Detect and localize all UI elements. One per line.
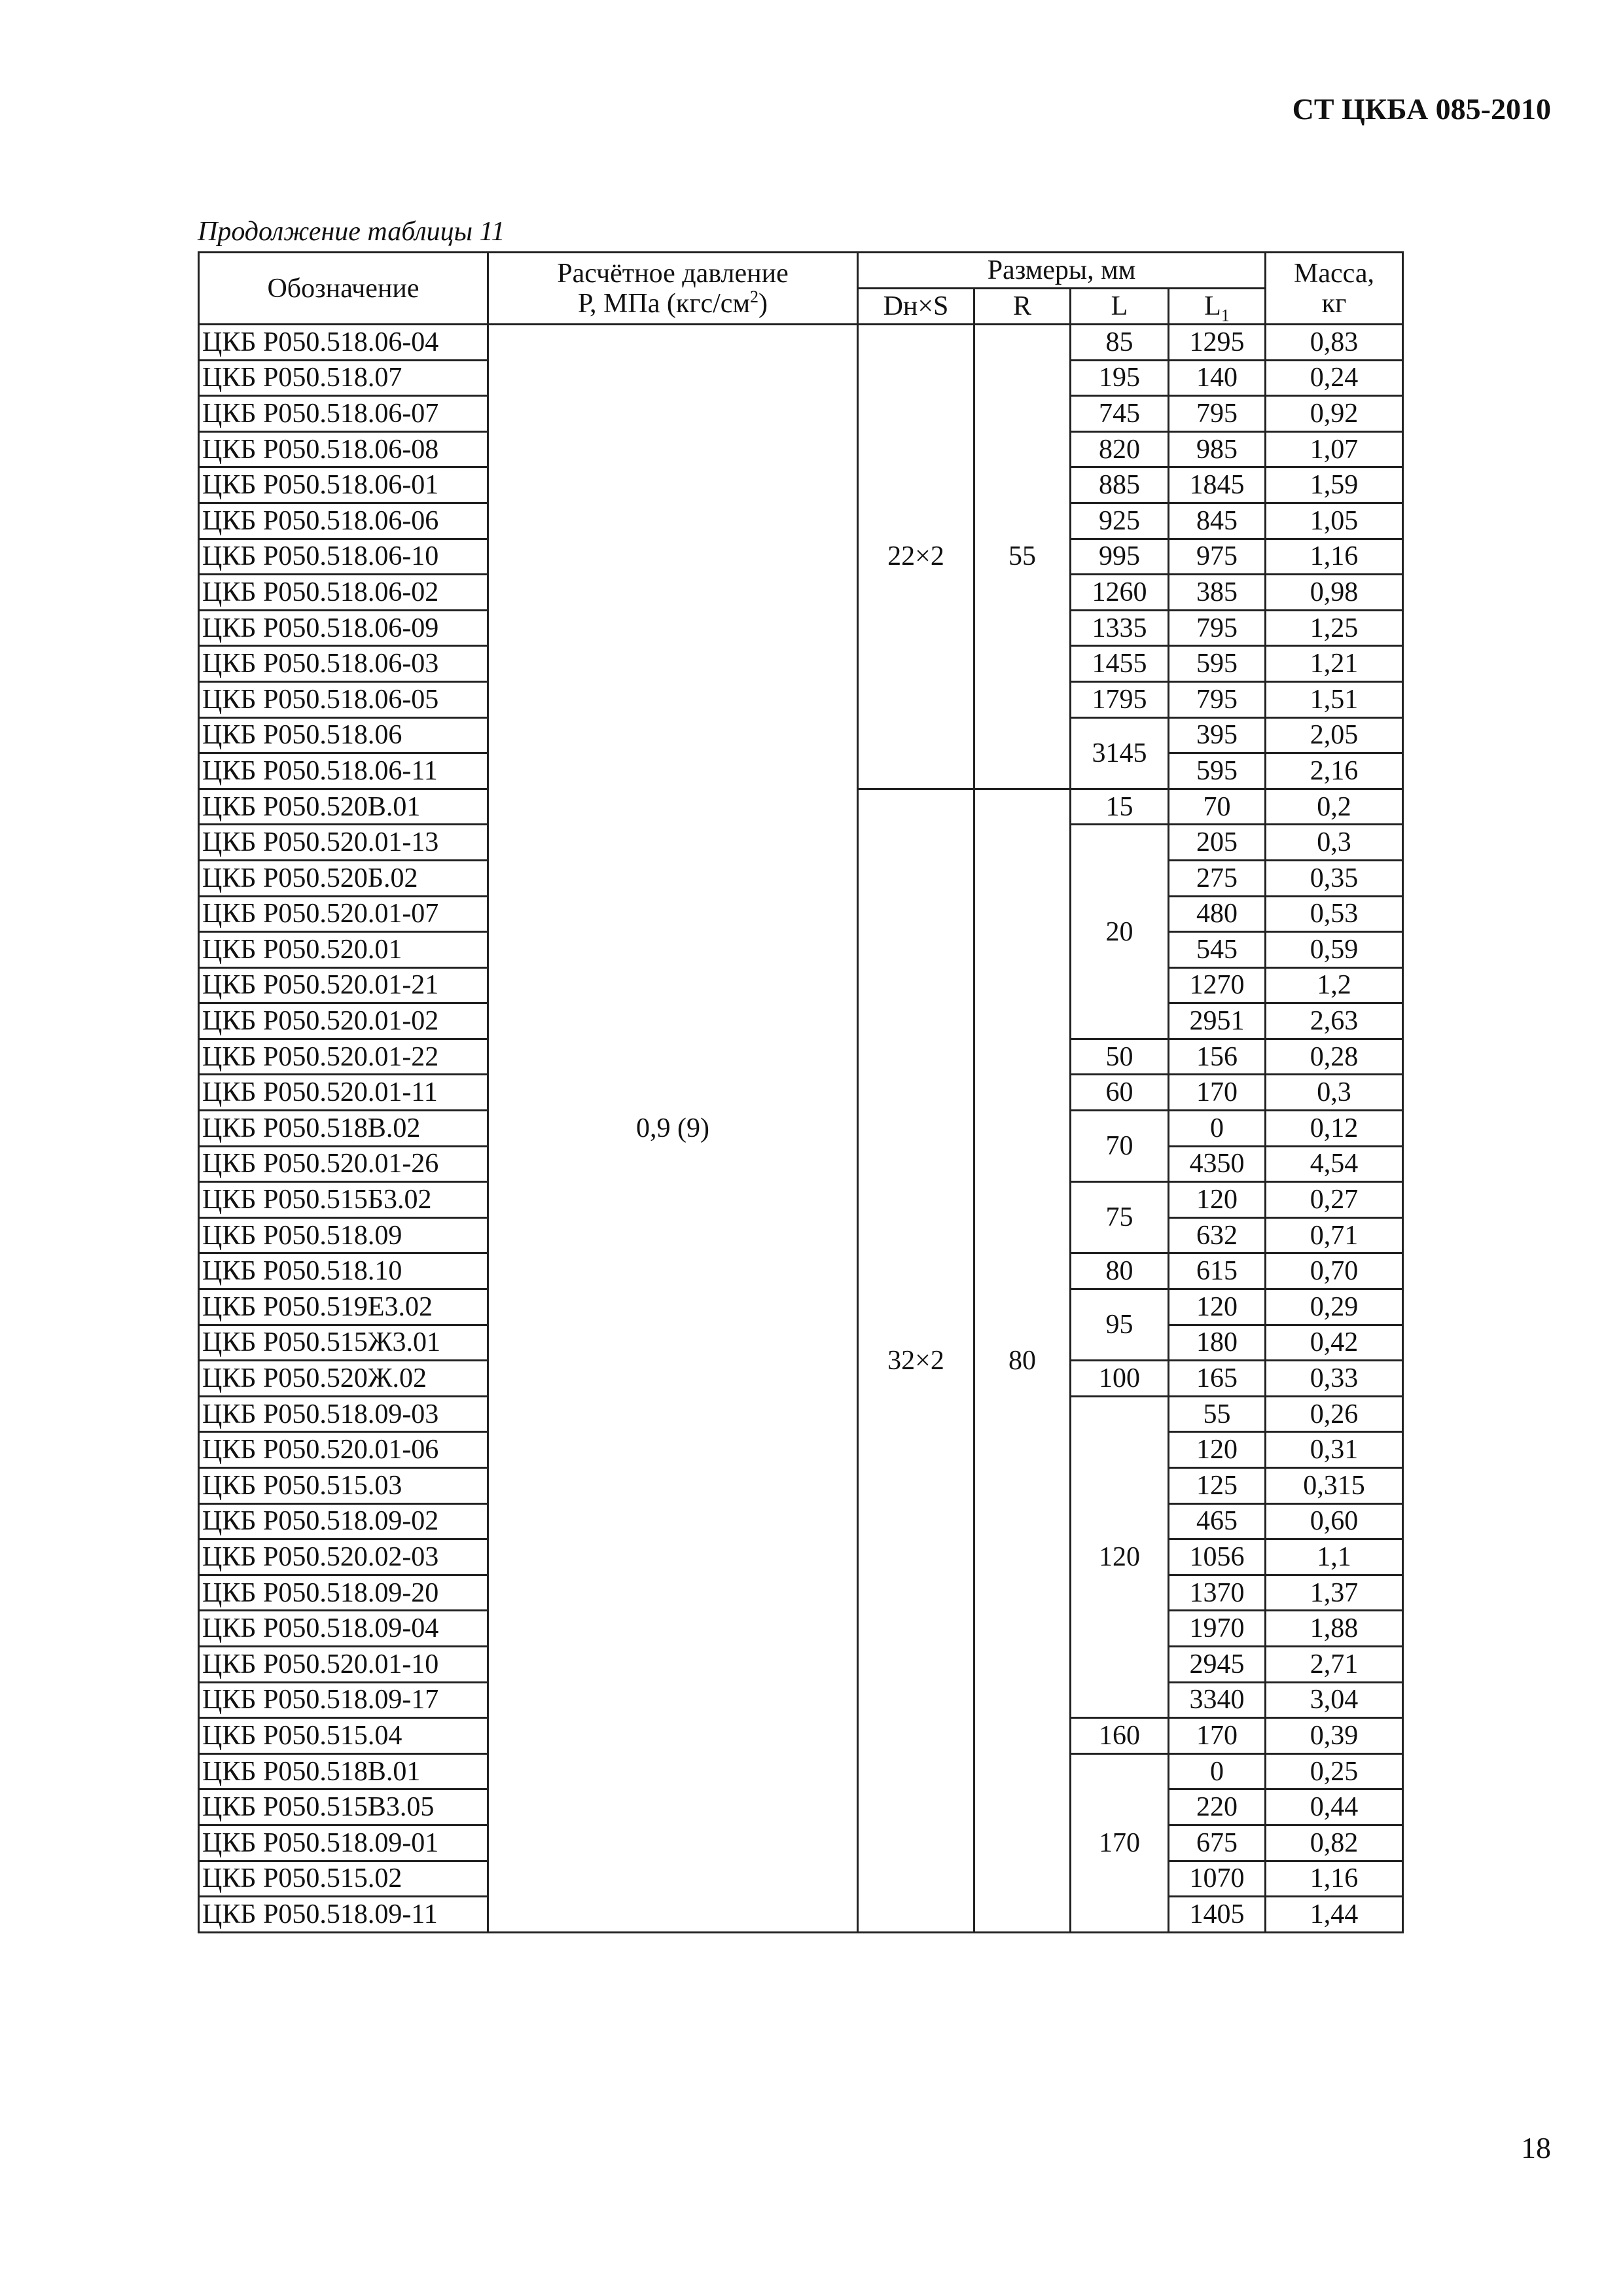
designation-cell: ЦКБ Р050.518.09 [199,1217,488,1253]
designation-cell: ЦКБ Р050.515Б3.02 [199,1182,488,1218]
mass-cell: 0,59 [1266,932,1403,968]
l1-cell: 205 [1169,825,1266,861]
designation-cell: ЦКБ Р050.520.01 [199,932,488,968]
header-dimensions: Размеры, мм [858,253,1266,289]
l1-cell: 395 [1169,717,1266,753]
l1-cell: 55 [1169,1396,1266,1432]
designation-cell: ЦКБ Р050.518.06-03 [199,646,488,682]
header-mass-line1: Масса, [1294,258,1374,289]
l-cell: 70 [1071,1111,1169,1182]
l1-cell: 125 [1169,1468,1266,1504]
l-cell: 60 [1071,1075,1169,1111]
l-cell: 170 [1071,1753,1169,1932]
l1-cell: 1405 [1169,1897,1266,1933]
mass-cell: 1,05 [1266,503,1403,539]
designation-cell: ЦКБ Р050.518.09-17 [199,1682,488,1718]
dimensions-table [198,251,1404,1933]
designation-cell: ЦКБ Р050.518.06-10 [199,539,488,575]
mass-cell: 0,315 [1266,1468,1403,1504]
l-cell: 20 [1071,825,1169,1039]
l-cell: 195 [1071,360,1169,396]
mass-cell: 1,37 [1266,1575,1403,1611]
mass-cell: 1,21 [1266,646,1403,682]
designation-cell: ЦКБ Р050.518.06 [199,717,488,753]
mass-cell: 0,28 [1266,1039,1403,1075]
l1-cell: 1370 [1169,1575,1266,1611]
designation-cell: ЦКБ Р050.518В.01 [199,1753,488,1789]
header-mass-line2: кг [1321,288,1347,319]
l1-cell: 480 [1169,896,1266,932]
l-cell: 885 [1071,467,1169,503]
mass-cell: 1,16 [1266,1861,1403,1897]
l-cell: 1795 [1071,681,1169,717]
dn-s-cell: 32×2 [858,789,974,1932]
mass-cell: 2,71 [1266,1646,1403,1682]
l1-cell: 220 [1169,1789,1266,1825]
l1-cell: 985 [1169,431,1266,467]
designation-cell: ЦКБ Р050.518.06-02 [199,575,488,611]
l1-cell: 120 [1169,1182,1266,1218]
designation-cell: ЦКБ Р050.518.10 [199,1253,488,1289]
l1-cell: 615 [1169,1253,1266,1289]
l1-cell: 0 [1169,1111,1266,1147]
l1-cell: 595 [1169,646,1266,682]
l-cell: 95 [1071,1289,1169,1361]
designation-cell: ЦКБ Р050.520.01-13 [199,825,488,861]
l1-cell: 275 [1169,860,1266,896]
l1-cell: 385 [1169,575,1266,611]
mass-cell: 1,88 [1266,1611,1403,1647]
designation-cell: ЦКБ Р050.515.04 [199,1718,488,1754]
mass-cell: 0,53 [1266,896,1403,932]
designation-cell: ЦКБ Р050.520.01-11 [199,1075,488,1111]
mass-cell: 0,27 [1266,1182,1403,1218]
designation-cell: ЦКБ Р050.520.01-10 [199,1646,488,1682]
mass-cell: 0,25 [1266,1753,1403,1789]
designation-cell: ЦКБ Р050.520В.01 [199,789,488,825]
l1-cell: 120 [1169,1289,1266,1325]
mass-cell: 0,60 [1266,1503,1403,1539]
l-cell: 85 [1071,325,1169,361]
l1-cell: 465 [1169,1503,1266,1539]
header-l1-sub: 1 [1221,306,1230,325]
l-cell: 100 [1071,1361,1169,1397]
mass-cell: 0,83 [1266,325,1403,361]
l1-cell: 1056 [1169,1539,1266,1575]
designation-cell: ЦКБ Р050.518.06-05 [199,681,488,717]
l1-cell: 1845 [1169,467,1266,503]
designation-cell: ЦКБ Р050.518.06-08 [199,431,488,467]
designation-cell: ЦКБ Р050.515.03 [199,1468,488,1504]
l1-cell: 632 [1169,1217,1266,1253]
l1-cell: 1270 [1169,967,1266,1003]
mass-cell: 0,2 [1266,789,1403,825]
designation-cell: ЦКБ Р050.515.02 [199,1861,488,1897]
designation-cell: ЦКБ Р050.518.09-01 [199,1825,488,1861]
header-dn-s: Dн×S [858,289,974,325]
l1-cell: 1970 [1169,1611,1266,1647]
designation-cell: ЦКБ Р050.518.06-07 [199,396,488,432]
mass-cell: 0,33 [1266,1361,1403,1397]
designation-cell: ЦКБ Р050.518.07 [199,360,488,396]
l1-cell: 975 [1169,539,1266,575]
header-designation: Обозначение [199,253,488,325]
r-cell: 80 [974,789,1071,1932]
mass-cell: 0,31 [1266,1432,1403,1468]
designation-cell: ЦКБ Р050.518.09-20 [199,1575,488,1611]
header-l: L [1071,289,1169,325]
l-cell: 160 [1071,1718,1169,1754]
mass-cell: 0,12 [1266,1111,1403,1147]
l1-cell: 70 [1169,789,1266,825]
designation-cell: ЦКБ Р050.518.06-04 [199,325,488,361]
mass-cell: 0,42 [1266,1325,1403,1361]
designation-cell: ЦКБ Р050.520Б.02 [199,860,488,896]
l1-cell: 156 [1169,1039,1266,1075]
l1-cell: 845 [1169,503,1266,539]
l1-cell: 1295 [1169,325,1266,361]
mass-cell: 3,04 [1266,1682,1403,1718]
l1-cell: 795 [1169,681,1266,717]
l1-cell: 0 [1169,1753,1266,1789]
table-body [199,325,1403,1933]
mass-cell: 1,1 [1266,1539,1403,1575]
l1-cell: 545 [1169,932,1266,968]
header-pressure-units: Р, МПа (кгс/см [577,288,751,319]
l1-cell: 170 [1169,1075,1266,1111]
l1-cell: 165 [1169,1361,1266,1397]
l-cell: 1260 [1071,575,1169,611]
mass-cell: 1,2 [1266,967,1403,1003]
l-cell: 120 [1071,1396,1169,1717]
header-mass [1266,253,1403,325]
header-pressure [488,253,858,325]
header-l1-main: L [1204,291,1221,321]
mass-cell: 1,44 [1266,1897,1403,1933]
l-cell: 80 [1071,1253,1169,1289]
designation-cell: ЦКБ Р050.520.01-02 [199,1003,488,1039]
mass-cell: 2,63 [1266,1003,1403,1039]
designation-cell: ЦКБ Р050.518.06-06 [199,503,488,539]
mass-cell: 0,82 [1266,1825,1403,1861]
l1-cell: 180 [1169,1325,1266,1361]
designation-cell: ЦКБ Р050.518В.02 [199,1111,488,1147]
l-cell: 50 [1071,1039,1169,1075]
l1-cell: 595 [1169,753,1266,789]
l-cell: 15 [1071,789,1169,825]
mass-cell: 0,26 [1266,1396,1403,1432]
header-pressure-line1: Расчётное давление [557,258,789,289]
mass-cell: 4,54 [1266,1146,1403,1182]
l1-cell: 3340 [1169,1682,1266,1718]
designation-cell: ЦКБ Р050.518.06-09 [199,610,488,646]
designation-cell: ЦКБ Р050.520.01-26 [199,1146,488,1182]
designation-cell: ЦКБ Р050.518.09-02 [199,1503,488,1539]
mass-cell: 0,29 [1266,1289,1403,1325]
designation-cell: ЦКБ Р050.520.02-03 [199,1539,488,1575]
mass-cell: 0,24 [1266,360,1403,396]
designation-cell: ЦКБ Р050.518.09-11 [199,1897,488,1933]
l-cell: 925 [1071,503,1169,539]
page-number: 18 [1521,2131,1551,2164]
header-r: R [974,289,1071,325]
mass-cell: 2,16 [1266,753,1403,789]
l-cell: 745 [1071,396,1169,432]
l1-cell: 120 [1169,1432,1266,1468]
l1-cell: 675 [1169,1825,1266,1861]
l1-cell: 1070 [1169,1861,1266,1897]
header-pressure-line2 [489,287,857,319]
document-code: СТ ЦКБА 085-2010 [1292,92,1551,126]
mass-cell: 0,44 [1266,1789,1403,1825]
designation-cell: ЦКБ Р050.520.01-22 [199,1039,488,1075]
mass-cell: 0,35 [1266,860,1403,896]
designation-cell: ЦКБ Р050.519Е3.02 [199,1289,488,1325]
mass-cell: 1,51 [1266,681,1403,717]
l-cell: 1335 [1071,610,1169,646]
designation-cell: ЦКБ Р050.515Ж3.01 [199,1325,488,1361]
designation-cell: ЦКБ Р050.520Ж.02 [199,1361,488,1397]
l1-cell: 2945 [1169,1646,1266,1682]
l1-cell: 2951 [1169,1003,1266,1039]
mass-cell: 0,71 [1266,1217,1403,1253]
mass-cell: 1,07 [1266,431,1403,467]
designation-cell: ЦКБ Р050.518.06-01 [199,467,488,503]
l1-cell: 4350 [1169,1146,1266,1182]
l1-cell: 140 [1169,360,1266,396]
l-cell: 3145 [1071,717,1169,789]
l-cell: 820 [1071,431,1169,467]
pressure-cell: 0,9 (9) [488,325,858,1933]
l-cell: 995 [1071,539,1169,575]
table-caption: Продолжение таблицы 11 [198,217,505,247]
l-cell: 1455 [1071,646,1169,682]
l1-cell: 795 [1169,610,1266,646]
header-pressure-close: ) [758,288,768,319]
designation-cell: ЦКБ Р050.520.01-21 [199,967,488,1003]
r-cell: 55 [974,325,1071,789]
designation-cell: ЦКБ Р050.515В3.05 [199,1789,488,1825]
mass-cell: 0,92 [1266,396,1403,432]
mass-cell: 0,70 [1266,1253,1403,1289]
mass-cell: 1,59 [1266,467,1403,503]
mass-cell: 1,25 [1266,610,1403,646]
dn-s-cell: 22×2 [858,325,974,789]
mass-cell: 2,05 [1266,717,1403,753]
designation-cell: ЦКБ Р050.518.09-03 [199,1396,488,1432]
table-row [199,325,1403,361]
designation-cell: ЦКБ Р050.518.09-04 [199,1611,488,1647]
l1-cell: 795 [1169,396,1266,432]
designation-cell: ЦКБ Р050.520.01-06 [199,1432,488,1468]
header-l1 [1169,289,1266,325]
designation-cell: ЦКБ Р050.518.06-11 [199,753,488,789]
mass-cell: 0,3 [1266,1075,1403,1111]
mass-cell: 0,3 [1266,825,1403,861]
header-pressure-sup: 2 [750,287,759,306]
l-cell: 75 [1071,1182,1169,1253]
mass-cell: 0,39 [1266,1718,1403,1754]
l1-cell: 170 [1169,1718,1266,1754]
mass-cell: 0,98 [1266,575,1403,611]
designation-cell: ЦКБ Р050.520.01-07 [199,896,488,932]
mass-cell: 1,16 [1266,539,1403,575]
